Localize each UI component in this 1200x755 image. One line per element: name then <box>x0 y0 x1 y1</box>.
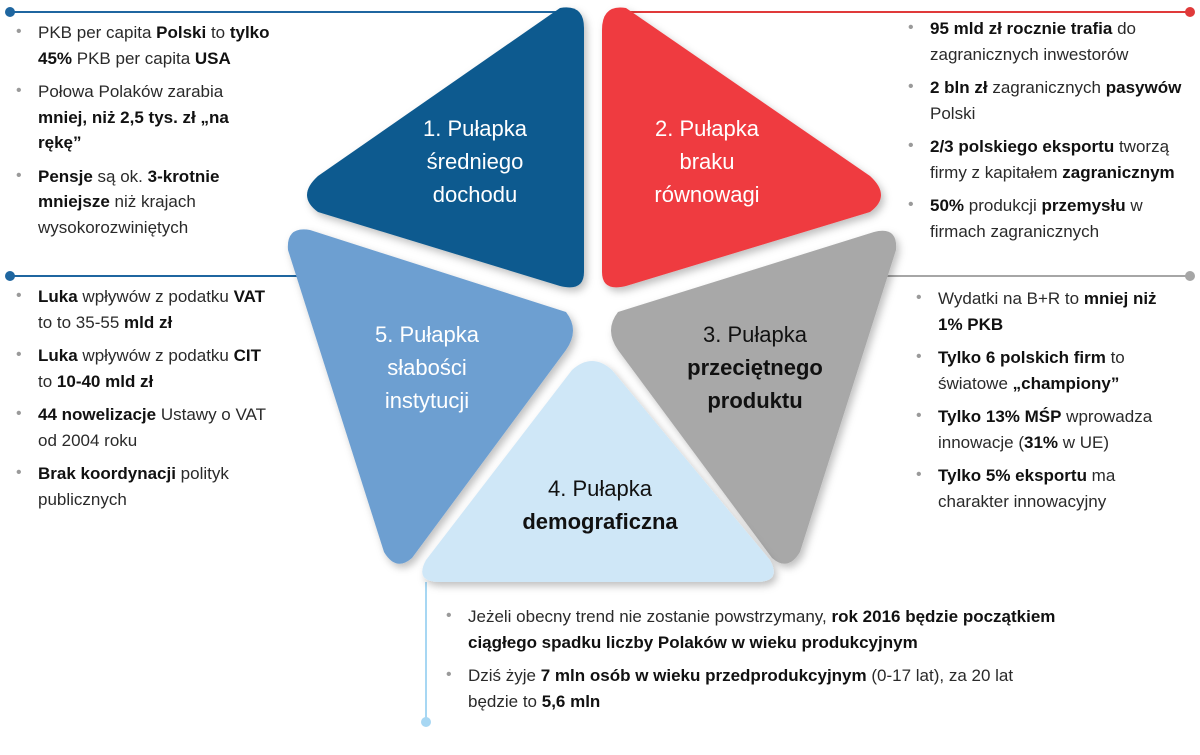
bullet-text: rok 2016 będzie początkiem ciągłego spadku liczby Polaków w wieku produkcyjnym <box>468 607 1056 652</box>
bullet-text: mld zł <box>124 312 173 332</box>
bullet-text: Tylko 5% eksportu <box>938 466 1087 485</box>
bullet-text: wprowadza innowacje ( <box>938 407 1153 452</box>
bullet-item <box>8 284 276 335</box>
bullet-text: tworzą firmy z kapitałem <box>930 137 1170 182</box>
bullet-text: to <box>38 371 57 391</box>
bullet-text: 3-krotnie mniejsze <box>38 166 220 211</box>
connector-dot-mid-left <box>5 271 15 281</box>
bullet-text: pasywów <box>1105 78 1182 97</box>
bullet-item <box>900 75 1190 126</box>
bullet-text: polityk publicznych <box>38 464 229 509</box>
bullet-text: Jeżeli obecny trend nie zostanie powstrzymany, <box>468 607 832 626</box>
bullet-text: Dziś żyje <box>468 666 541 685</box>
bullet-text: (0-17 lat), za 20 lat będzie to <box>468 666 1014 711</box>
bullet-text: Tylko 6 polskich firm <box>938 348 1106 367</box>
bullet-text: „championy” <box>1012 373 1120 393</box>
bullet-item <box>908 404 1168 455</box>
bullet-text: produkcji <box>964 196 1042 215</box>
bullet-text: Pensje <box>38 166 93 186</box>
bullet-text: Wydatki na B+R to <box>938 289 1084 308</box>
bullet-text: 2/3 polskiego eksportu <box>930 137 1115 156</box>
trap-5-label: 5. Pułapka słabości instytucji <box>375 322 479 413</box>
bullet-text: Polski <box>930 103 976 123</box>
bullet-text: 5,6 mln <box>541 691 601 711</box>
bullet-text: CIT <box>233 346 261 365</box>
bullet-text: w UE) <box>1058 432 1110 452</box>
panel-top-right <box>900 16 1190 252</box>
connector-dot-bottom <box>421 717 431 727</box>
bullet-text: 44 nowelizacje <box>38 405 157 424</box>
connector-dot-top-left <box>5 7 15 17</box>
bullet-text: do zagranicznych inwestorów <box>930 19 1136 64</box>
bullet-item <box>8 402 276 453</box>
bullet-text: wpływów z podatku <box>77 346 234 365</box>
bullet-text: 7 mln osób w wieku przedprodukcyjnym <box>540 666 867 685</box>
bullet-text: Luka <box>38 287 78 306</box>
bullet-text: PKB per capita <box>72 48 195 68</box>
bullet-text: tylko 45% <box>38 23 270 68</box>
bullet-item <box>8 343 276 394</box>
bullet-text: są ok. <box>92 166 148 186</box>
bullet-item <box>908 345 1168 396</box>
panel-bottom-left <box>8 284 276 520</box>
bullet-item <box>438 663 1058 714</box>
bullet-item <box>8 164 270 241</box>
bullet-text: 10-40 mld zł <box>56 371 154 391</box>
bullet-text: to to 35-55 <box>38 312 125 332</box>
bullet-text: zagranicznych <box>987 78 1106 97</box>
bullet-text: VAT <box>233 287 266 306</box>
bullet-text: 50% <box>930 196 965 215</box>
bullet-item <box>8 461 276 512</box>
bullet-text: zagranicznym <box>1062 162 1175 182</box>
bullet-text: Brak koordynacji <box>38 464 176 483</box>
bullet-text: ma charakter innowacyjny <box>938 466 1116 511</box>
bullet-text: niż krajach wysokorozwiniętych <box>38 192 196 237</box>
bullet-text: Luka <box>38 346 78 365</box>
bullet-text: 2 bln zł <box>930 78 988 97</box>
bullet-item <box>8 79 270 156</box>
trap-2-label: 2. Pułapka braku równowagi <box>654 116 760 207</box>
bullet-text: w firmach zagranicznych <box>930 196 1143 241</box>
bullet-item <box>908 286 1168 337</box>
bullet-text: mniej, niż 2,5 tys. zł „na rękę” <box>38 107 229 152</box>
trap-3-label: 3. Pułapka przeciętnego produktu <box>687 322 823 413</box>
bullet-text: Ustawy o VAT od 2004 roku <box>38 405 266 450</box>
bullet-item <box>438 604 1058 655</box>
bullet-text: przemysłu <box>1041 196 1126 215</box>
panel-bottom <box>438 604 1058 722</box>
bullet-item <box>908 463 1168 514</box>
bullet-text: 95 mld zł rocznie trafia <box>930 19 1113 38</box>
bullet-text: Tylko 13% MŚP <box>938 407 1062 426</box>
bullet-text: wpływów z podatku <box>77 287 234 306</box>
bullet-text: USA <box>194 48 231 68</box>
bullet-item <box>900 193 1190 244</box>
bullet-item <box>8 20 270 71</box>
bullet-item <box>900 16 1190 67</box>
bullet-text: to <box>206 23 230 42</box>
bullet-item <box>900 134 1190 185</box>
connector-dot-mid-right <box>1185 271 1195 281</box>
bullet-text: mniej niż 1% PKB <box>938 289 1157 334</box>
bullet-text: 31% <box>1024 432 1059 452</box>
bullet-text: Połowa Polaków zarabia <box>38 82 224 101</box>
bullet-text: Polski <box>156 23 207 42</box>
bullet-text: to światowe <box>938 348 1125 393</box>
panel-top-left <box>8 20 270 248</box>
panel-bottom-right <box>908 286 1168 522</box>
trap-1-label: 1. Pułapka średniego dochodu <box>423 116 527 207</box>
bullet-text: PKB per capita <box>38 23 157 42</box>
trap-4-label: 4. Pułapka demograficzna <box>522 476 678 534</box>
